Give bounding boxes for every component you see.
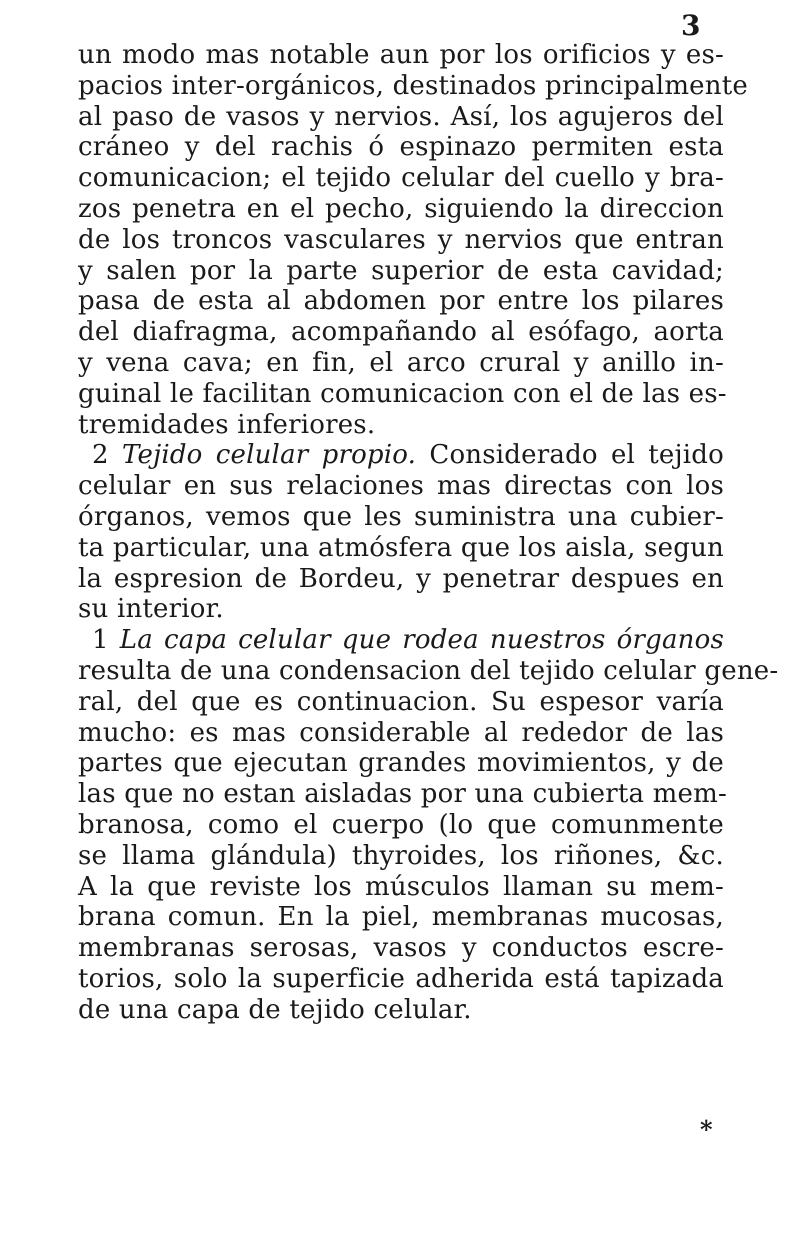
text-line xyxy=(78,440,724,471)
text-line: membranas serosas, vasos y conductos escre- xyxy=(78,933,724,964)
text-line: un modo mas notable aun por los orificios y es- xyxy=(78,40,724,70)
text-line: al paso de vasos y nervios. Así, los agujeros del xyxy=(78,101,724,132)
text-line: de los troncos vasculares y nervios que entran xyxy=(78,224,724,255)
text-line: pasa de esta al abdomen por entre los pilares xyxy=(78,286,724,317)
text-line: comunicacion; el tejido celular del cuello y bra- xyxy=(78,163,724,194)
text-line: de una capa de tejido celular. xyxy=(78,994,472,1025)
text-line: ta particular, una atmósfera que los aisla, segun xyxy=(78,532,724,563)
body-text xyxy=(78,40,779,1026)
text-line: zos penetra en el pecho, siguiendo la direccion xyxy=(78,193,724,224)
text-line: branosa, como el cuerpo (lo que comunmente xyxy=(78,809,724,840)
text-line: brana comun. En la piel, membranas mucosas, xyxy=(78,902,724,933)
text-line: celular en sus relaciones mas directas con los xyxy=(78,471,724,502)
text-line: resulta de una condensacion del tejido celular gene- xyxy=(78,655,779,686)
text-line: la espresion de Bordeu, y penetrar despues en xyxy=(78,563,724,594)
text-line: mucho: es mas considerable al rededor de las xyxy=(78,717,724,748)
section-heading: La capa celular que rodea nuestros órganos xyxy=(119,625,724,656)
page-number: 3 xyxy=(681,9,701,42)
text-line: partes que ejecutan grandes movimientos, y de xyxy=(78,748,724,779)
text-line: se llama glándula) thyroides, los riñones, &c. xyxy=(78,840,724,871)
section-number: 2 xyxy=(92,440,122,471)
text-line: y salen por la parte superior de esta cavidad; xyxy=(78,255,724,286)
line-continuation: Considerado el tejido xyxy=(416,440,724,471)
text-line xyxy=(78,625,724,656)
text-line: A la que reviste los músculos llaman su mem- xyxy=(78,871,724,902)
text-line: ral, del que es continuacion. Su espesor varía xyxy=(78,686,724,717)
text-line: las que no estan aisladas por una cubierta mem- xyxy=(78,779,727,810)
text-line: pacios inter-orgánicos, destinados principalmente xyxy=(78,70,748,101)
signature-mark: * xyxy=(700,1115,713,1144)
text-line: tremidades inferiores. xyxy=(78,409,376,440)
text-line: su interior. xyxy=(78,594,224,625)
text-line: del diafragma, acompañando al esófago, aorta xyxy=(78,317,724,348)
section-number: 1 xyxy=(92,625,120,656)
text-line: y vena cava; en fin, el arco crural y anillo in- xyxy=(78,347,724,378)
text-line: torios, solo la superficie adherida está tapizada xyxy=(78,963,724,994)
text-line: órganos, vemos que les suministra una cubier- xyxy=(78,501,724,532)
text-line: guinal le facilitan comunicacion con el de las es- xyxy=(78,378,727,409)
section-heading: Tejido celular propio. xyxy=(121,440,417,471)
text-line: cráneo y del rachis ó espinazo permiten esta xyxy=(78,132,724,163)
